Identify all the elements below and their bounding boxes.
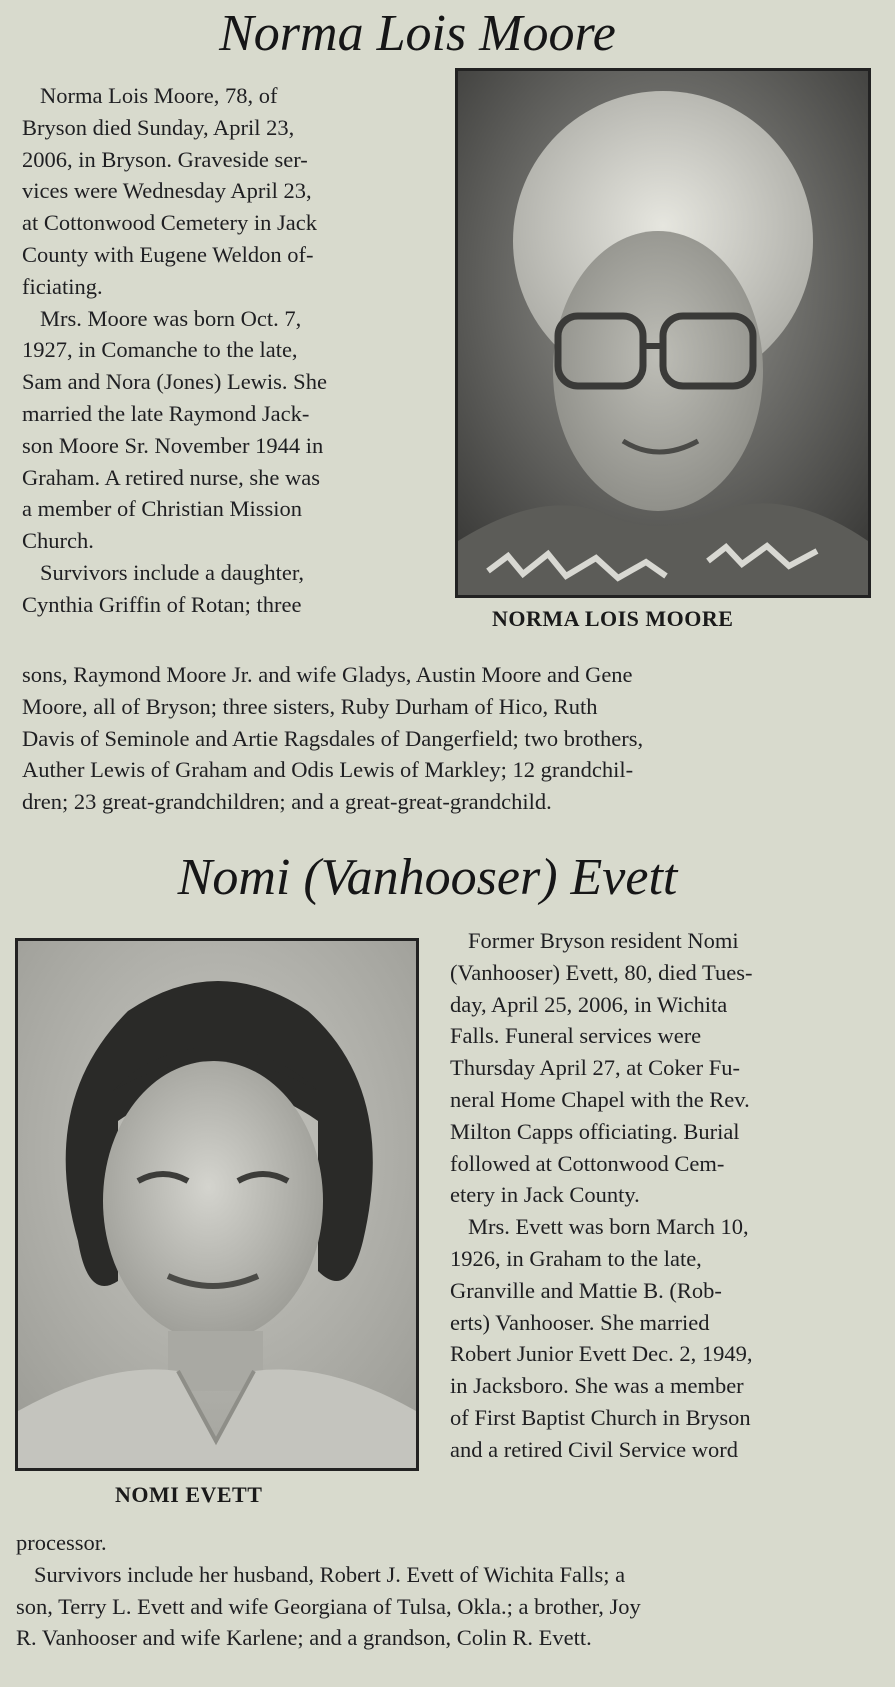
obituary-survivors-moore bbox=[22, 659, 865, 818]
text-line: Former Bryson resident Nomi bbox=[468, 928, 739, 953]
text-line: Church. bbox=[22, 528, 94, 554]
text-line: 1926, in Graham to the late, bbox=[450, 1245, 702, 1271]
text-line: married the late Raymond Jack- bbox=[22, 400, 310, 426]
text-line: Norma Lois Moore, 78, of bbox=[40, 83, 278, 108]
text-line: neral Home Chapel with the Rev. bbox=[450, 1086, 750, 1112]
text-line: day, April 25, 2006, in Wichita bbox=[450, 991, 728, 1017]
text-line: etery in Jack County. bbox=[450, 1182, 640, 1208]
text-line: Cynthia Griffin of Rotan; three bbox=[22, 591, 302, 617]
portrait-photo-evett bbox=[15, 938, 419, 1471]
text-line: Milton Capps officiating. Burial bbox=[450, 1118, 740, 1144]
text-line: 1927, in Comanche to the late, bbox=[22, 337, 298, 363]
text-line: in Jacksboro. She was a member bbox=[450, 1373, 744, 1399]
text-line: County with Eugene Weldon of- bbox=[22, 241, 314, 267]
text-line: R. Vanhooser and wife Karlene; and a grandson, Colin R. Evett. bbox=[16, 1625, 592, 1651]
text-line: at Cottonwood Cemetery in Jack bbox=[22, 210, 317, 236]
text-line: vices were Wednesday April 23, bbox=[22, 178, 312, 204]
text-line: erts) Vanhooser. She married bbox=[450, 1309, 710, 1335]
text-line: Davis of Seminole and Artie Ragsdales of Dangerfield; two brothers, bbox=[22, 725, 644, 751]
text-line: of First Baptist Church in Bryson bbox=[450, 1404, 751, 1430]
text-line: (Vanhooser) Evett, 80, died Tues- bbox=[450, 959, 753, 985]
text-line: Survivors include her husband, Robert J. Evett of Wichita Falls; a bbox=[34, 1561, 626, 1587]
text-line: and a retired Civil Service word bbox=[450, 1436, 739, 1462]
obituary-title-moore: Norma Lois Moore bbox=[219, 5, 616, 62]
text-line: son Moore Sr. November 1944 in bbox=[22, 432, 324, 458]
portrait-moore-image bbox=[458, 71, 868, 595]
obituary-title-evett: Nomi (Vanhooser) Evett bbox=[177, 849, 678, 906]
photo-caption-moore: NORMA LOIS MOORE bbox=[492, 606, 734, 631]
text-line: son, Terry L. Evett and wife Georgiana of Tulsa, Okla.; a brother, Joy bbox=[16, 1593, 641, 1619]
portrait-evett-image bbox=[18, 941, 416, 1468]
text-line: Mrs. Evett was born March 10, bbox=[468, 1214, 749, 1240]
text-line: a member of Christian Mission bbox=[22, 496, 302, 522]
text-line: Falls. Funeral services were bbox=[450, 1023, 702, 1049]
text-line: ficiating. bbox=[22, 273, 103, 299]
text-line: Auther Lewis of Graham and Odis Lewis of Markley; 12 grandchil- bbox=[22, 757, 634, 783]
text-line: Survivors include a daughter, bbox=[40, 559, 305, 585]
text-line: Thursday April 27, at Coker Fu- bbox=[450, 1055, 740, 1081]
text-line: Moore, all of Bryson; three sisters, Ruby Durham of Hico, Ruth bbox=[22, 693, 598, 719]
text-line: processor. bbox=[16, 1530, 107, 1555]
text-line: followed at Cottonwood Cem- bbox=[450, 1150, 725, 1176]
text-line: Graham. A retired nurse, she was bbox=[22, 464, 321, 490]
photo-caption-evett: NOMI EVETT bbox=[115, 1482, 263, 1507]
obituary-body-evett bbox=[450, 925, 868, 1466]
obituary-survivors-evett bbox=[16, 1527, 868, 1654]
obituary-body-moore bbox=[22, 80, 417, 621]
text-line: sons, Raymond Moore Jr. and wife Gladys, Austin Moore and Gene bbox=[22, 662, 633, 687]
portrait-photo-moore bbox=[455, 68, 871, 598]
text-line: 2006, in Bryson. Graveside ser- bbox=[22, 146, 308, 172]
text-line: dren; 23 great-grandchildren; and a great-great-grandchild. bbox=[22, 789, 552, 815]
text-line: Sam and Nora (Jones) Lewis. She bbox=[22, 369, 327, 395]
text-line: Bryson died Sunday, April 23, bbox=[22, 114, 295, 140]
text-line: Robert Junior Evett Dec. 2, 1949, bbox=[450, 1341, 753, 1367]
text-line: Granville and Mattie B. (Rob- bbox=[450, 1277, 722, 1303]
text-line: Mrs. Moore was born Oct. 7, bbox=[40, 305, 302, 331]
